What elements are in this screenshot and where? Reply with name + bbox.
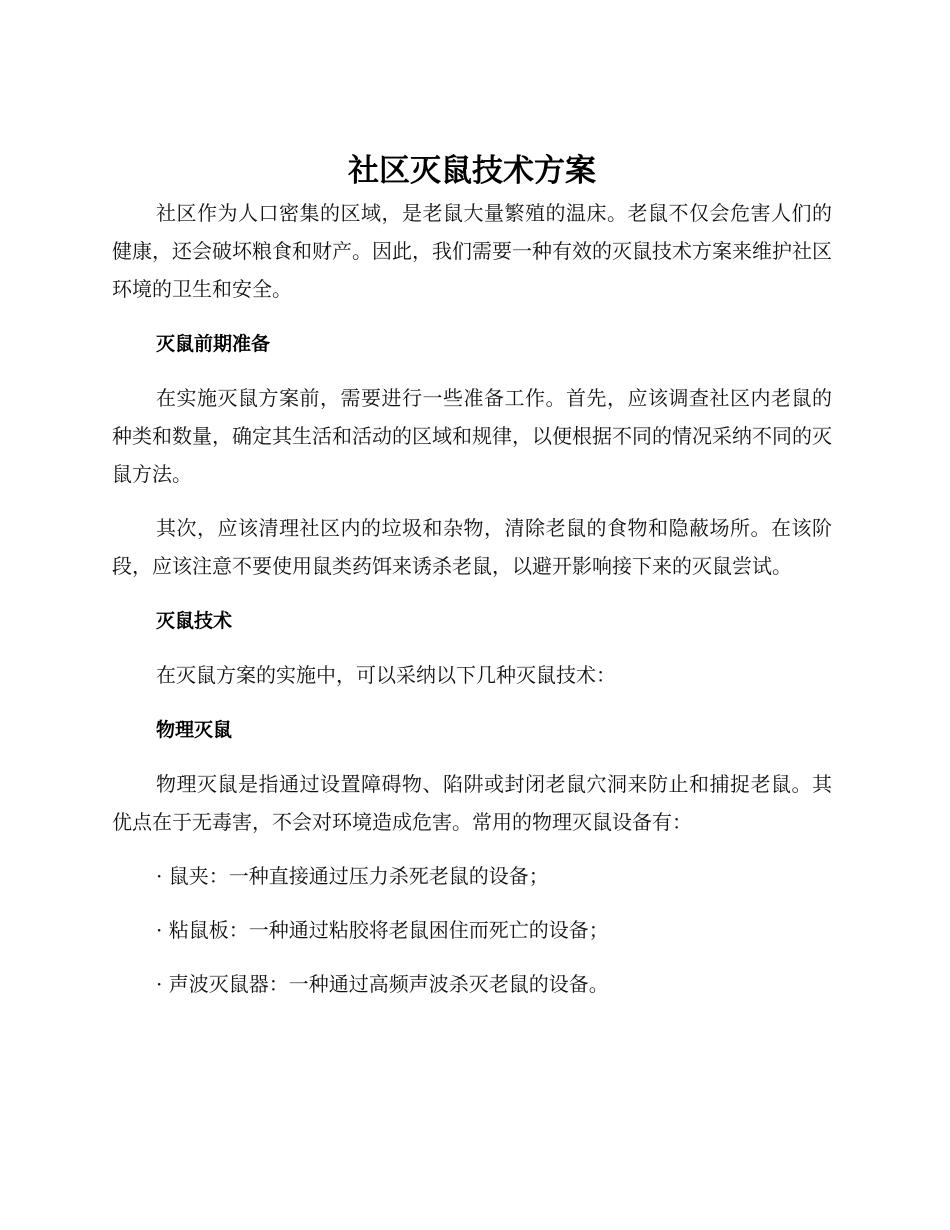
bullet-item-mouse-trap: · 鼠夹：一种直接通过压力杀死老鼠的设备；	[156, 864, 549, 888]
bullet-item-glue-board: · 粘鼠板：一种通过粘胶将老鼠困住而死亡的设备；	[156, 918, 609, 942]
prep-paragraph-2: 其次，应该清理社区内的垃圾和杂物，清除老鼠的食物和隐蔽场所。在该阶段，应该注意不要使用鼠类药饵来诱杀老鼠，以避开影响接下来的灭鼠尝试。	[112, 516, 832, 578]
section-heading-tech: 灭鼠技术	[156, 610, 233, 632]
tech-paragraph-1: 在灭鼠方案的实施中，可以采纳以下几种灭鼠技术：	[156, 663, 616, 687]
intro-paragraph: 社区作为人口密集的区域，是老鼠大量繁殖的温床。老鼠不仅会危害人们的健康，还会破坏粮食和财产。因此，我们需要一种有效的灭鼠技术方案来维护社区环境的卫生和安全。	[112, 201, 832, 301]
section-heading-physical: 物理灭鼠	[156, 719, 233, 741]
section-heading-prep: 灭鼠前期准备	[156, 333, 271, 355]
physical-paragraph-1: 物理灭鼠是指通过设置障碍物、陷阱或封闭老鼠穴洞来防止和捕捉老鼠。其优点在于无毒害，不会对环境造成危害。常用的物理灭鼠设备有：	[112, 772, 832, 834]
bullet-item-sonic-repeller: · 声波灭鼠器：一种通过高频声波杀灭老鼠的设备。	[156, 972, 609, 996]
document-body	[112, 148, 832, 1003]
prep-paragraph-1: 在实施灭鼠方案前，需要进行一些准备工作。首先，应该调查社区内老鼠的种类和数量，确定其生活和活动的区域和规律，以便根据不同的情况采纳不同的灭鼠方法。	[112, 386, 832, 486]
document-title: 社区灭鼠技术方案	[348, 153, 596, 189]
